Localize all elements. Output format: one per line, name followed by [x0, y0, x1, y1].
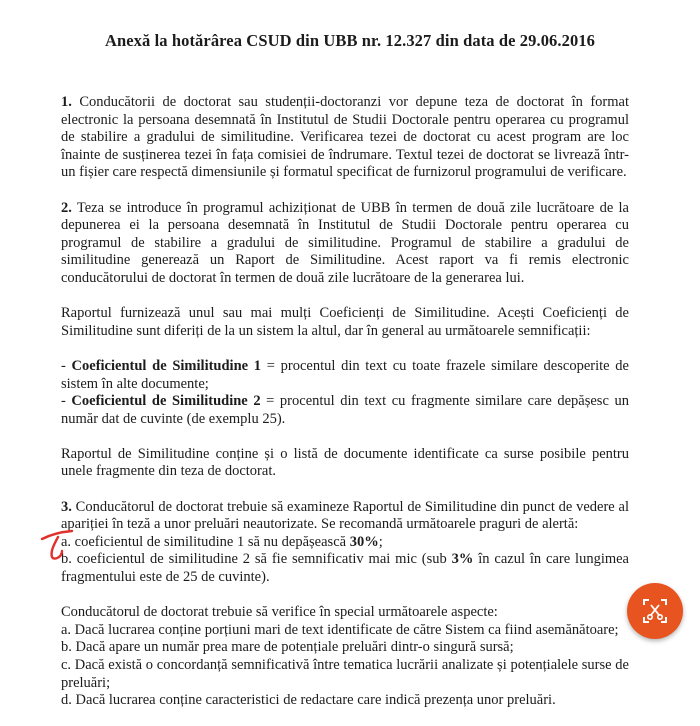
paragraph-1 — [61, 94, 629, 182]
paragraph-report-list: Raportul de Similitudine conține și o listă de documente identificate ca surse posibile pentru unele fragmente din teza de doctorat. — [61, 445, 629, 480]
coefficient-1-dash: - — [61, 357, 72, 374]
red-pen-mark-icon — [38, 527, 78, 563]
paragraph-coefficients-intro: Raportul furnizează unul sau mai mulți Coeficienți de Similitudine. Acești Coeficienți de Similitudine sunt diferiți de la un sistem la altul, dar în general au următoarele semnificații: — [61, 305, 629, 339]
aspect-item: b. Dacă apare un număr prea mare de potențiale preluări dintr-o singură sursă; — [61, 639, 514, 656]
threshold-b — [61, 551, 629, 586]
screenshot-scissors-icon — [641, 597, 669, 625]
threshold-b-text: b. coeficientul de similitudine 2 să fie semnificativ mai mic (sub — [61, 551, 452, 568]
document-title: Anexă la hotărârea CSUD din UBB nr. 12.327 din data de 29.06.2016 — [104, 31, 596, 50]
aspects-intro: Conducătorul de doctorat trebuie să verifice în special următoarele aspecte: — [61, 604, 498, 621]
coefficient-2-name: Coeficientul de Similitudine 2 — [71, 393, 261, 410]
paragraph-1-number: 1. — [61, 94, 72, 110]
coefficient-2 — [61, 393, 629, 428]
screenshot-tool-button[interactable] — [627, 583, 683, 639]
coefficient-2-dash: - — [61, 393, 72, 410]
threshold-a — [61, 534, 629, 552]
paragraph-2 — [61, 200, 629, 288]
paragraph-2-number: 2. — [61, 199, 72, 216]
aspect-item: c. Dacă există o concordanță semnificativă între tematica lucrării analizate și potențialele surse de preluări; — [61, 657, 629, 691]
coefficient-2-definition: = procentul din text cu fragmente similare care depășesc un număr dat de cuvinte (de exemplu 25). — [61, 393, 629, 427]
aspect-item: d. Dacă lucrarea conține caracteristici de redactare care indică prezența unor preluări. — [61, 692, 556, 709]
threshold-a-value: 30% — [349, 533, 379, 550]
threshold-b-end: în cazul în care lungimea fragmentului este de 25 de cuvinte). — [61, 551, 629, 586]
threshold-a-text: a. coeficientul de similitudine 1 să nu depășească — [61, 533, 350, 550]
paragraph-3-text: Conducătorul de doctorat trebuie să examineze Raportul de Similitudine din punct de vedere al apariției în teză a unor preluări neautorizate. Se recomandă următoarele praguri de alertă: — [61, 498, 629, 533]
threshold-a-end: ; — [378, 533, 383, 550]
coefficient-1-name: Coeficientul de Similitudine 1 — [71, 357, 262, 374]
paragraph-3 — [61, 499, 629, 534]
paragraph-3-number: 3. — [61, 498, 72, 515]
paragraph-2-text: Teza se introduce în programul achiziționat de UBB în termen de două zile lucrătoare de la depunerea ei la persoana desemnată în Institutul de Studii Doctorale pentru operarea cu programul de stabilire a gradului de similitudine. Programul de stabilire a gradului de similitudine generează un Raport de Similitudine. Acest raport va fi remis electronic conducătorului de doctorat în termen de două zile lucrătoare de la generarea lui. — [61, 199, 629, 286]
paragraph-1-text: Conducătorii de doctorat sau studenții-doctoranzi vor depune teza de doctorat în format electronic la persoana desemnată în Institutul de Studii Doctorale pentru operarea cu programul de stabilire a gradului de similitudine. Verificarea tezei de doctorat cu acest program are loc înainte de susținerea tezei în fața comisiei de îndrumare. Textul tezei de doctorat se livrează într-un fișier care respectă dimensiunile și formatul specificat de furnizorul programului de verificare. — [61, 94, 629, 181]
document-body — [61, 94, 629, 710]
coefficient-1-definition: = procentul din text cu toate frazele similare descoperite de sistem în alte documente; — [61, 357, 629, 392]
aspect-item: a. Dacă lucrarea conține porțiuni mari de text identificate de către Sistem ca fiind asemănătoare; — [61, 621, 619, 638]
threshold-b-value: 3% — [451, 551, 474, 568]
coefficient-1 — [61, 358, 629, 393]
